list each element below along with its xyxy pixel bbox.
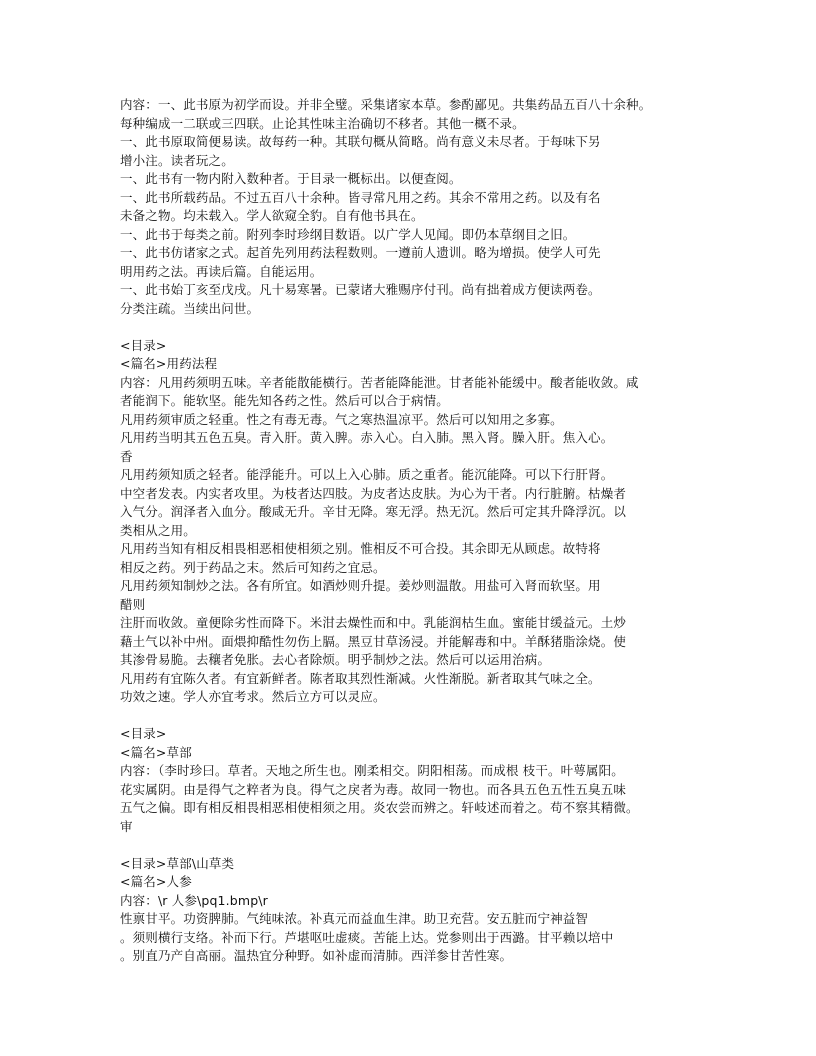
text-line: 相反之药。列于药品之末。然后可知药之宜忌。 (120, 559, 386, 575)
text-line: 明用药之法。再读后篇。自能运用。 (120, 263, 323, 279)
text-line: 凡用药有宜陈久者。有宜新鲜者。陈者取其烈性渐减。火性渐脱。新者取其气味之全。 (120, 670, 601, 686)
text-line: 其渗骨易脆。去穰者免胀。去心者除烦。明乎制炒之法。然后可以运用治病。 (120, 652, 551, 667)
text-line: 香 (120, 448, 133, 464)
text-line: 增小注。读者玩之。 (120, 152, 234, 168)
section-title: <篇名>草部 (120, 744, 192, 760)
text-line: 凡用药须审质之轻重。性之有毒无毒。气之寒热温凉平。然后可以知用之多寡。 (120, 411, 563, 427)
section-heading: <目录>草部\山草类 (120, 855, 235, 871)
text-line: 每种编成一二联或三四联。止论其性味主治确切不移者。其他一概不录。 (120, 115, 525, 131)
blank-line (120, 836, 710, 855)
blank-line (120, 318, 710, 337)
text-line: 花实属阴。由是得气之粹者为良。得气之戾者为毒。故同一物也。而各具五色五性五臭五味 (120, 781, 627, 797)
text-line: 注肝而收敛。童便除劣性而降下。米泔去燥性而和中。乳能润枯生血。蜜能甘缓益元。土炒 (120, 615, 627, 630)
text-line: 性禀甘平。功资脾肺。气纯味浓。补真元而益血生津。助卫充营。安五脏而宁神益智 (120, 911, 589, 926)
document-body (120, 96, 710, 966)
text-line: 一、此书仿诸家之式。起首先列用药法程数则。一遵前人遗训。略为增损。使学人可先 (120, 245, 601, 260)
section-heading: <目录> (120, 337, 167, 353)
text-line: 内容：\r 人参\pq1.bmp\r (120, 892, 268, 908)
text-line: 。须则横行支络。补而下行。芦堪呕吐虚痰。苦能上达。党参则出于西潞。甘平赖以培中 (120, 929, 614, 945)
text-line: 凡用药当明其五色五臭。青入肝。黄入脾。赤入心。白入肺。黑入肾。臊入肝。焦入心。 (120, 430, 614, 445)
text-line: 内容：凡用药须明五味。辛者能散能横行。苦者能降能泄。甘者能补能缓中。酸者能收敛。咸 (120, 374, 639, 390)
text-line: 中空者发表。内实者攻里。为枝者达四肢。为皮者达皮肤。为心为干者。内行脏腑。枯燥者 (120, 485, 627, 501)
text-line: 醋则 (120, 596, 146, 612)
text-line: 藉土气以补中州。面煨抑酷性勿伤上膈。黑豆甘草汤浸。并能解毒和中。羊酥猪脂涂烧。使 (120, 633, 627, 649)
text-line: 五气之偏。即有相反相畏相恶相使相须之用。炎农尝而辨之。轩岐述而着之。苟不察其精微。 (120, 800, 639, 815)
blank-line (120, 707, 710, 726)
text-line: 一、此书所载药品。不过五百八十余种。皆寻常凡用之药。其余不常用之药。以及有名 (120, 189, 601, 205)
text-line: 类相从之用。 (120, 522, 196, 538)
text-line: 一、此书始丁亥至戊戌。凡十易寒暑。已蒙诸大雅赐序付刊。尚有拙着成方便读两卷。 (120, 282, 601, 297)
text-line: 入气分。润泽者入血分。酸咸无升。辛甘无降。寒无浮。热无沉。然后可定其升降浮沉。以 (120, 504, 627, 519)
text-line: 一、此书原取简便易读。故每药一种。其联句概从简略。尚有意义未尽者。于每味下另 (120, 134, 601, 149)
section-title: <篇名>人参 (120, 874, 192, 889)
text-line: 一、此书有一物内附入数种者。于目录一概标出。以便查阅。 (120, 171, 462, 186)
text-line: 内容：（李时珍曰。草者。天地之所生也。刚柔相交。阴阳相荡。而成根 枝干。叶萼属阳。 (120, 763, 624, 778)
section-title: <篇名>用药法程 (120, 356, 218, 371)
section-heading: <目录> (120, 726, 167, 741)
text-line: 一、此书于每类之前。附列李时珍纲目数语。以广学人见闻。即仍本草纲目之旧。 (120, 226, 576, 242)
text-line: 凡用药当知有相反相畏相恶相使相须之别。惟相反不可合投。其余即无从顾虑。故特将 (120, 541, 601, 556)
text-line: 者能润下。能软坚。能先知各药之性。然后可以合于病情。 (120, 393, 449, 408)
text-line: 分类注疏。当续出问世。 (120, 300, 260, 316)
text-line: 未备之物。均未载入。学人欲窥全豹。自有他书具在。 (120, 208, 424, 223)
text-line: 。别直乃产自高丽。温热宜分种野。如补虚而清肺。西洋参甘苦性寒。 (120, 948, 513, 963)
text-line: 凡用药须知制炒之法。各有所宜。如酒炒则升提。姜炒则温散。用盐可入肾而软坚。用 (120, 578, 601, 593)
text-line: 内容：一、此书原为初学而设。并非全璧。采集诸家本草。参酌鄙见。共集药品五百八十余种。 (120, 97, 652, 112)
text-line: 审 (120, 818, 133, 834)
text-line: 凡用药须知质之轻者。能浮能升。可以上入心肺。质之重者。能沉能降。可以下行肝肾。 (120, 467, 614, 482)
text-line: 功效之速。学人亦宜考求。然后立方可以灵应。 (120, 689, 386, 704)
